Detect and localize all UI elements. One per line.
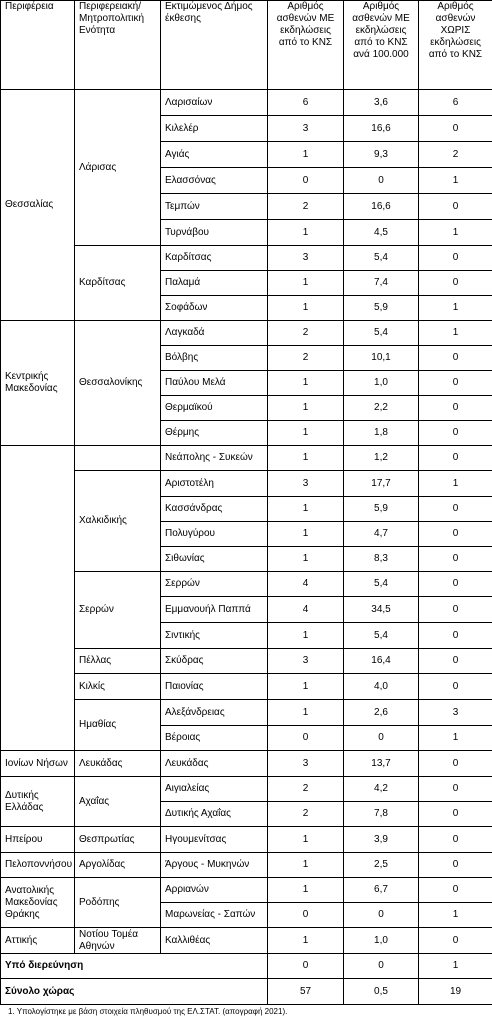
table-row: [1, 928, 492, 954]
municipality-cell: Παιονίας: [161, 674, 268, 700]
without-cell: 0: [419, 396, 492, 421]
municipality-cell: Αλεξάνδρειας: [161, 700, 268, 726]
without-cell: 2: [419, 142, 492, 168]
cases-cell: 1: [268, 827, 344, 853]
unit-cell: Θεσπρωτίας: [75, 827, 161, 853]
municipality-cell: Άργους - Μυκηνών: [161, 853, 268, 878]
without-cell: 0: [419, 497, 492, 522]
municipality-cell: Παύλου Μελά: [161, 371, 268, 396]
region-cell: Ιονίων Νήσων: [1, 751, 75, 777]
municipality-cell: Κασσάνδρας: [161, 497, 268, 522]
per100k-cell: 1,8: [344, 421, 419, 446]
municipality-cell: Δυτικής Αχαΐας: [161, 802, 268, 827]
without-cell: 0: [419, 623, 492, 649]
without-cell: 0: [419, 649, 492, 674]
per100k-cell: 10,1: [344, 346, 419, 371]
per100k-cell: 1,0: [344, 371, 419, 396]
without-cell: 0: [419, 928, 492, 954]
municipality-cell: Αρριανών: [161, 878, 268, 903]
without-cell: 0: [419, 547, 492, 572]
cases-cell: 1: [268, 142, 344, 168]
cases-cell: 1: [268, 220, 344, 246]
unit-cell: Χαλκιδικής: [75, 471, 161, 572]
without-cell: 0: [419, 116, 492, 142]
cases-cell: 4: [268, 572, 344, 597]
without-cell: 0: [419, 446, 492, 471]
per100k-cell: 16,4: [344, 649, 419, 674]
municipality-cell: Τυρνάβου: [161, 220, 268, 246]
unit-cell: Λάρισας: [75, 90, 161, 246]
municipality-cell: Καρδίτσας: [161, 246, 268, 271]
table-row: [1, 777, 492, 802]
cases-cell: 3: [268, 246, 344, 271]
header-without: Αριθμός ασθενών ΧΩΡΙΣ εκδηλώσεις από το ΚΝΣ: [419, 1, 492, 90]
municipality-cell: Κιλελέρ: [161, 116, 268, 142]
without-cell: 1: [419, 471, 492, 497]
without-cell: 1: [419, 903, 492, 928]
per100k-cell: 2,2: [344, 396, 419, 421]
per100k-cell: 16,6: [344, 116, 419, 142]
municipality-cell: Σιντικής: [161, 623, 268, 649]
municipality-cell: Θερμαϊκού: [161, 396, 268, 421]
table-row: [1, 246, 492, 271]
table-row: [1, 751, 492, 777]
cases-cell: 1: [268, 928, 344, 954]
cases-cell: 1: [268, 547, 344, 572]
cases-cell: 1: [268, 853, 344, 878]
per100k-cell: 5,4: [344, 623, 419, 649]
unit-cell: Νοτίου Τομέα Αθηνών: [75, 928, 161, 954]
per100k-cell: 17,7: [344, 471, 419, 497]
municipality-cell: Λαρισαίων: [161, 90, 268, 116]
cases-cell: 2: [268, 194, 344, 220]
per100k-cell: 2,6: [344, 700, 419, 726]
unit-cell: Πέλλας: [75, 649, 161, 674]
per100k-cell: 1,2: [344, 446, 419, 471]
without-cell: 0: [419, 802, 492, 827]
unit-cell: Θεσσαλονίκης: [75, 321, 161, 446]
cases-cell: 2: [268, 802, 344, 827]
without-cell: 0: [419, 522, 492, 547]
cases-cell: 1: [268, 674, 344, 700]
municipality-cell: Καλλιθέας: [161, 928, 268, 954]
cases-cell: 0: [268, 954, 344, 979]
cases-cell: 1: [268, 878, 344, 903]
per100k-cell: 0: [344, 168, 419, 194]
municipality-cell: Λευκάδας: [161, 751, 268, 777]
without-cell: 3: [419, 700, 492, 726]
municipality-cell: Εμμανουήλ Παππά: [161, 597, 268, 623]
under-investigation-row: [1, 954, 492, 979]
cases-cell: 2: [268, 777, 344, 802]
without-cell: 1: [419, 726, 492, 751]
per100k-cell: 5,4: [344, 246, 419, 271]
without-cell: 0: [419, 346, 492, 371]
cases-cell: 1: [268, 522, 344, 547]
region-cell: Πελοποννήσου: [1, 853, 75, 878]
table-row: [1, 674, 492, 700]
cases-cell: 2: [268, 346, 344, 371]
municipality-cell: Σερρών: [161, 572, 268, 597]
table-row: [1, 700, 492, 726]
municipality-cell: Τεμπών: [161, 194, 268, 220]
municipality-cell: Ηγουμενίτσας: [161, 827, 268, 853]
municipality-cell: Μαρωνείας - Σαπών: [161, 903, 268, 928]
unit-cell: Αχαΐας: [75, 777, 161, 827]
per100k-cell: 0: [344, 726, 419, 751]
municipality-cell: Θέρμης: [161, 421, 268, 446]
without-cell: 0: [419, 827, 492, 853]
without-cell: 0: [419, 777, 492, 802]
municipality-cell: Σιθωνίας: [161, 547, 268, 572]
without-cell: 0: [419, 853, 492, 878]
municipality-cell: Νεάπολης - Συκεών: [161, 446, 268, 471]
region-cell: Κεντρικής Μακεδονίας: [1, 321, 75, 446]
without-cell: 6: [419, 90, 492, 116]
municipality-cell: Ελασσόνας: [161, 168, 268, 194]
region-cell: Θεσσαλίας: [1, 90, 75, 321]
per100k-cell: 9,3: [344, 142, 419, 168]
per100k-cell: 6,7: [344, 878, 419, 903]
under-investigation-label: Υπό διερεύνηση: [1, 954, 268, 979]
municipality-cell: Λαγκαδά: [161, 321, 268, 346]
per100k-cell: 0: [344, 903, 419, 928]
per100k-cell: 3,9: [344, 827, 419, 853]
municipality-cell: Παλαμά: [161, 271, 268, 296]
table-row: [1, 321, 492, 346]
unit-cell: Ημαθίας: [75, 700, 161, 751]
per100k-cell: 4,2: [344, 777, 419, 802]
per100k-cell: 7,4: [344, 271, 419, 296]
unit-cell: Σερρών: [75, 572, 161, 649]
municipality-cell: Αγιάς: [161, 142, 268, 168]
per100k-cell: 5,4: [344, 572, 419, 597]
cases-cell: 6: [268, 90, 344, 116]
without-cell: 0: [419, 597, 492, 623]
region-cell: Δυτικής Ελλάδας: [1, 777, 75, 827]
header-municipality: Εκτιμώμενος Δήμος έκθεσης: [161, 1, 268, 90]
table-row: [1, 853, 492, 878]
municipality-cell: Σκύδρας: [161, 649, 268, 674]
per100k-cell: 4,7: [344, 522, 419, 547]
cases-cell: 1: [268, 371, 344, 396]
municipality-cell: Σοφάδων: [161, 296, 268, 321]
cases-cell: 3: [268, 649, 344, 674]
without-cell: 0: [419, 751, 492, 777]
header-row: [1, 1, 492, 90]
without-cell: 1: [419, 220, 492, 246]
total-row: [1, 979, 492, 1005]
total-cases-cell: 57: [268, 979, 344, 1005]
without-cell: 0: [419, 674, 492, 700]
municipality-cell: Πολυγύρου: [161, 522, 268, 547]
unit-cell: Ροδόπης: [75, 878, 161, 928]
per100k-cell: 5,9: [344, 296, 419, 321]
municipality-cell: Αιγιαλείας: [161, 777, 268, 802]
cases-cell: 0: [268, 726, 344, 751]
without-cell: 1: [419, 296, 492, 321]
per100k-cell: 4,5: [344, 220, 419, 246]
municipality-cell: Αριστοτέλη: [161, 471, 268, 497]
without-cell: 0: [419, 194, 492, 220]
header-unit: Περιφερειακή/ Μητροπολιτική Ενότητα: [75, 1, 161, 90]
table-row: [1, 827, 492, 853]
per100k-cell: 4,0: [344, 674, 419, 700]
cases-cell: 1: [268, 700, 344, 726]
cases-cell: 1: [268, 396, 344, 421]
cases-cell: 0: [268, 168, 344, 194]
without-cell: 0: [419, 246, 492, 271]
table-row: [1, 90, 492, 116]
per100k-cell: 8,3: [344, 547, 419, 572]
cases-cell: 2: [268, 321, 344, 346]
without-cell: 1: [419, 954, 492, 979]
region-cell: Ηπείρου: [1, 827, 75, 853]
municipality-cell: Βόλβης: [161, 346, 268, 371]
total-label: Σύνολο χώρας: [1, 979, 268, 1005]
without-cell: 1: [419, 321, 492, 346]
per100k-cell: 3,6: [344, 90, 419, 116]
cases-cell: 3: [268, 751, 344, 777]
footnote: 1. Υπολογίστηκε με βάση στοιχεία πληθυσμού της ΕΛ.ΣΤΑΤ. (απογραφή 2021).: [8, 1007, 288, 1016]
table-row: [1, 649, 492, 674]
cases-cell: 1: [268, 421, 344, 446]
without-cell: 1: [419, 168, 492, 194]
header-cases: Αριθμός ασθενών ΜΕ εκδηλώσεις από το ΚΝΣ: [268, 1, 344, 90]
cases-cell: 3: [268, 471, 344, 497]
per100k-cell: 5,9: [344, 497, 419, 522]
per100k-cell: 1,0: [344, 928, 419, 954]
unit-cell: Κιλκίς: [75, 674, 161, 700]
total-per100k-cell: 0,5: [344, 979, 419, 1005]
table-row: [1, 572, 492, 597]
cases-cell: 4: [268, 597, 344, 623]
unit-cell: Λευκάδας: [75, 751, 161, 777]
cases-cell: 1: [268, 446, 344, 471]
region-cell: Ανατολικής Μακεδονίας Θράκης: [1, 878, 75, 928]
region-cell: [1, 446, 75, 751]
cases-cell: 0: [268, 903, 344, 928]
without-cell: 0: [419, 878, 492, 903]
without-cell: 0: [419, 371, 492, 396]
per100k-cell: 16,6: [344, 194, 419, 220]
per100k-cell: 13,7: [344, 751, 419, 777]
per100k-cell: 0: [344, 954, 419, 979]
unit-cell: Αργολίδας: [75, 853, 161, 878]
cases-cell: 1: [268, 271, 344, 296]
without-cell: 0: [419, 271, 492, 296]
cases-cell: 1: [268, 623, 344, 649]
without-cell: 0: [419, 572, 492, 597]
table-row: [1, 446, 492, 471]
unit-cell: Καρδίτσας: [75, 246, 161, 321]
cases-cell: 3: [268, 116, 344, 142]
header-per100k: Αριθμός ασθενών ΜΕ εκδηλώσεις από το ΚΝΣ ανά 100.000: [344, 1, 419, 90]
total-without-cell: 19: [419, 979, 492, 1005]
per100k-cell: 2,5: [344, 853, 419, 878]
cases-cell: 1: [268, 497, 344, 522]
table-row: [1, 878, 492, 903]
per100k-cell: 7,8: [344, 802, 419, 827]
municipality-cell: Βέροιας: [161, 726, 268, 751]
region-cell: Αττικής: [1, 928, 75, 954]
table-row: [1, 471, 492, 497]
per100k-cell: 5,4: [344, 321, 419, 346]
cases-cell: 1: [268, 296, 344, 321]
unit-cell: [75, 446, 161, 471]
per100k-cell: 34,5: [344, 597, 419, 623]
header-region: Περιφέρεια: [1, 1, 75, 90]
without-cell: 0: [419, 421, 492, 446]
